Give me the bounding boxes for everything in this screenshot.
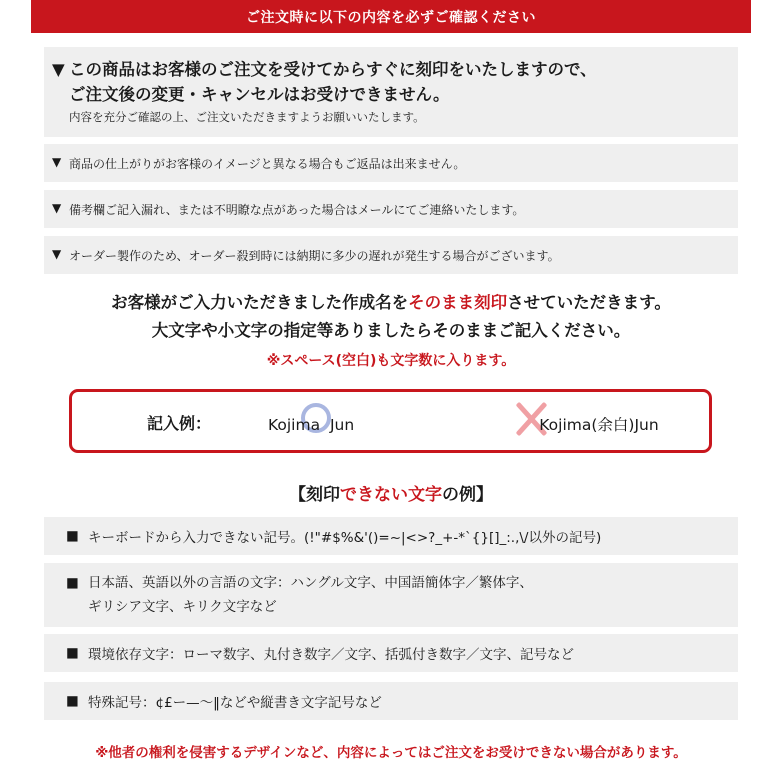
notice-header	[31, 0, 751, 33]
notice-subline: 内容を充分ご確認の上、ご注文いただきますようお願いいたします。	[69, 110, 425, 124]
notice-delivery-delay	[44, 236, 738, 274]
rule-special-symbols	[44, 682, 738, 720]
square-bullet-icon: ■	[66, 528, 79, 544]
rule-keyboard-symbols	[44, 517, 738, 555]
triangle-bullet-icon: ▼	[52, 60, 65, 79]
rule-text: ギリシア文字、キリク文字など	[88, 599, 277, 615]
rule-text: 日本語、英語以外の言語の文字：ハングル文字、中国語簡体字／繁体字、	[88, 575, 533, 591]
notice-contact	[44, 190, 738, 228]
rule-text: 環境依存文字：ローマ数字、丸付き数字／文字、括弧付き数字／文字、記号など	[88, 647, 574, 663]
notice-cancellation	[44, 47, 738, 137]
notice-line: この商品はお客様のご注文を受けてからすぐに刻印をいたしますので、	[69, 60, 597, 79]
rule-languages	[44, 563, 738, 627]
example-label: 記入例：	[147, 414, 212, 433]
space-note: ※スペース(空白)も文字数に入ります。	[266, 353, 516, 369]
engraving-message: お客様がご入力いただきました作成名をそのまま刻印させていただきます。	[111, 293, 671, 312]
notice-line: ご注文後の変更・キャンセルはお受けできません。	[69, 85, 450, 104]
example-good: Kojima Jun	[268, 416, 355, 434]
section-title: 【刻印できない文字の例】	[289, 485, 493, 505]
rule-platform-chars	[44, 634, 738, 672]
triangle-bullet-icon: ▼	[52, 200, 62, 215]
notice-no-returns	[44, 144, 738, 182]
example-bad: Kojima(余白)Jun	[539, 416, 659, 434]
square-bullet-icon: ■	[66, 645, 79, 661]
triangle-bullet-icon: ▼	[52, 154, 62, 169]
header-title: ご注文時に以下の内容を必ずご確認ください	[246, 9, 536, 26]
rights-notice: ※他者の権利を侵害するデザインなど、内容によってはご注文をお受けできない場合があります。	[95, 745, 687, 761]
notice-text: 商品の仕上がりがお客様のイメージと異なる場合もご返品は出来ません。	[69, 156, 466, 171]
notice-text: 備考欄ご記入漏れ、または不明瞭な点があった場合はメールにてご連絡いたします。	[69, 202, 525, 217]
notice-text: オーダー製作のため、オーダー殺到時には納期に多少の遅れが発生する場合がございます。	[69, 248, 560, 263]
emphasis-text: そのまま刻印	[408, 293, 508, 312]
square-bullet-icon: ■	[66, 575, 79, 591]
example-box	[69, 389, 712, 453]
emphasis-text: できない文字	[340, 485, 442, 505]
rule-text: 特殊記号：¢£ー—〜‖などや縦書き文字記号など	[88, 695, 382, 711]
square-bullet-icon: ■	[66, 693, 79, 709]
rule-text: キーボードから入力できない記号。(!"#$%&'()=~|<>?_+-*`{}[]_:.,\/以外の記号)	[88, 530, 602, 546]
case-message: 大文字や小文字の指定等ありましたらそのままご記入ください。	[151, 321, 631, 340]
triangle-bullet-icon: ▼	[52, 246, 62, 261]
